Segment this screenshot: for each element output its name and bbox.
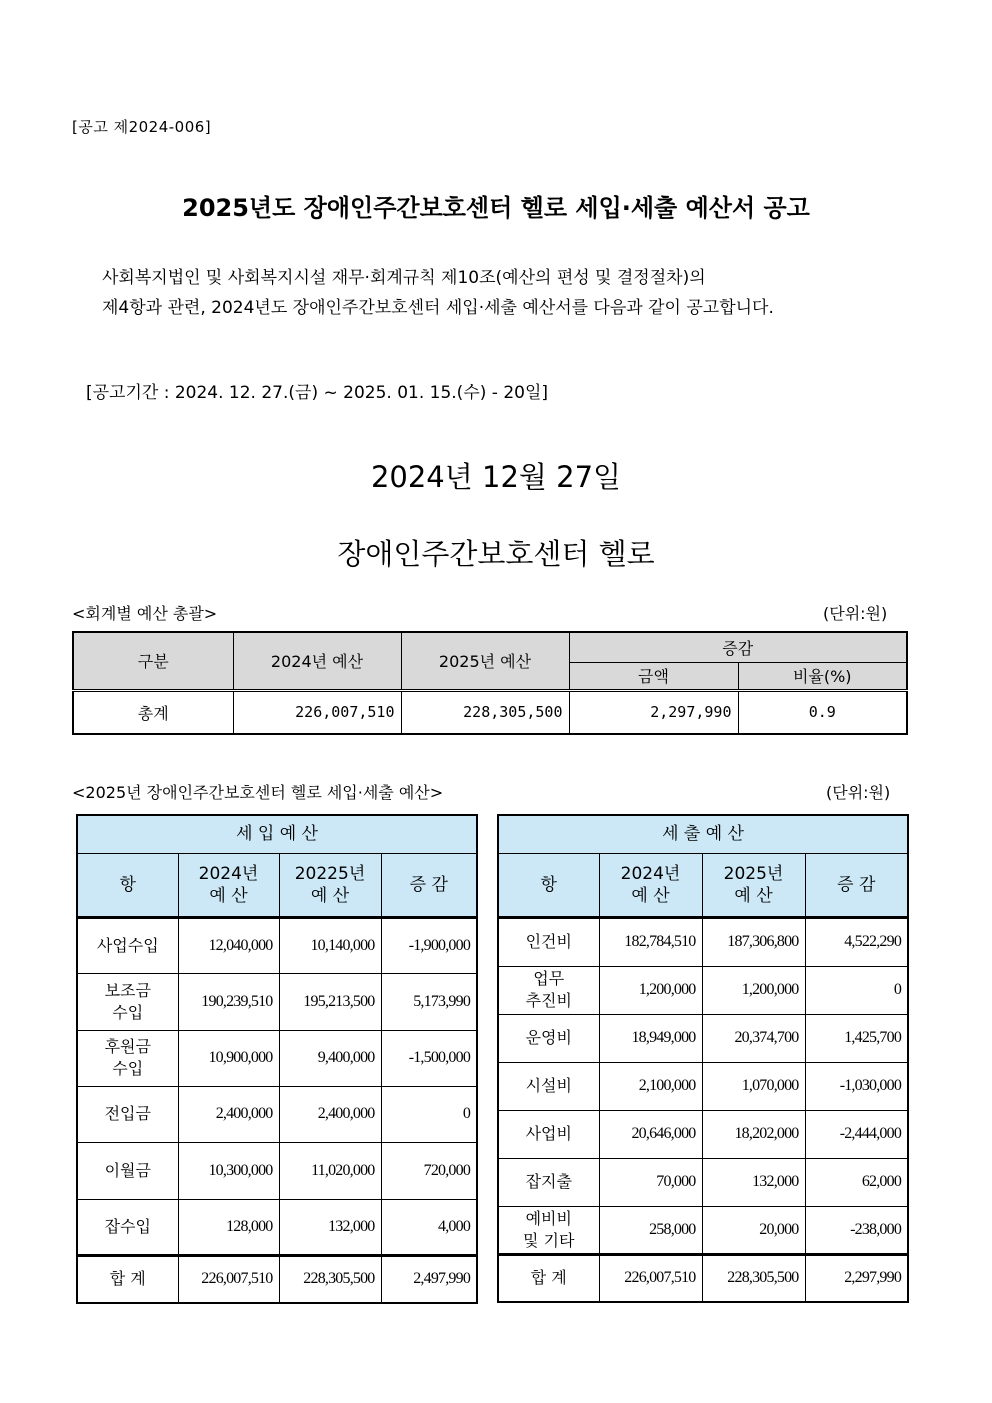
label-line: 후원금 [104,1037,151,1056]
expense-b2025-cell: 1,200,000 [702,966,805,1014]
notice-period: [공고기간 : 2024. 12. 27.(금) ~ 2025. 01. 15.(수) - 20일] [86,383,549,403]
expense-b2024-cell: 70,000 [599,1158,702,1206]
revenue-total-change: 2,497,990 [381,1255,477,1303]
header-line: 2024년 [198,863,259,884]
revenue-change-cell: -1,500,000 [381,1030,477,1086]
notice-number: [공고 제2024-006] [72,118,212,136]
expense-change-cell: -2,444,000 [805,1110,908,1158]
revenue-change-cell: 5,173,990 [381,973,477,1030]
expense-total-label: 합 계 [498,1254,599,1302]
revenue-item-label [77,1142,178,1199]
revenue-total-label: 합 계 [77,1255,178,1303]
label-line: 전입금 [104,1104,151,1123]
expense-total-row [498,1254,908,1302]
label-line: 및 기타 [523,1230,575,1250]
label-line: 이월금 [104,1160,151,1180]
table-row [498,966,908,1014]
expense-change-cell: -238,000 [805,1206,908,1254]
expense-change-cell: 0 [805,966,908,1014]
revenue-header-change: 증 감 [381,853,477,917]
expense-header-2025 [702,853,805,917]
expense-change-cell: 1,425,700 [805,1014,908,1062]
revenue-change-cell: 0 [381,1086,477,1142]
document-title: 2025년도 장애인주간보호센터 헬로 세입·세출 예산서 공고 [182,194,810,222]
summary-total-ratio: 0.9 [738,690,907,734]
revenue-b2025-cell: 10,140,000 [279,917,381,973]
table-row [498,1110,908,1158]
revenue-b2024-cell: 10,300,000 [178,1142,279,1199]
summary-table [72,631,908,735]
summary-header-2025: 2025년 예산 [401,632,569,690]
detail-caption: <2025년 장애인주간보호센터 헬로 세입·세출 예산> [72,783,444,802]
table-row [77,1086,477,1142]
expense-change-cell: 4,522,290 [805,917,908,966]
header-line: 예 산 [209,885,248,906]
label-line: 업무 [533,969,565,988]
table-row [77,1030,477,1086]
expense-b2024-cell: 1,200,000 [599,966,702,1014]
intro-line: 사회복지법인 및 사회복지시설 재무·회계규칙 제10조(예산의 편성 및 결정절차)의 [102,268,706,288]
label-line: 사업비 [525,1124,572,1143]
notice-date: 2024년 12월 27일 [370,460,622,494]
expense-b2024-cell: 18,949,000 [599,1014,702,1062]
label-line: 수입 [112,1002,144,1022]
revenue-total-b2025: 228,305,500 [279,1255,381,1303]
revenue-item-label [77,1030,178,1086]
label-line: 추진비 [525,991,572,1010]
label-line: 인건비 [525,932,572,951]
expense-b2024-cell: 20,646,000 [599,1110,702,1158]
label-line: 수입 [112,1059,144,1078]
expense-total-b2024: 226,007,510 [599,1254,702,1302]
header-line: 예 산 [734,885,773,906]
revenue-b2025-cell: 2,400,000 [279,1086,381,1142]
revenue-total-row [77,1255,477,1303]
expense-total-b2025: 228,305,500 [702,1254,805,1302]
expense-header-2024 [599,853,702,917]
detail-unit: (단위:원) [826,783,891,802]
summary-header-change: 증감 [569,632,907,662]
table-row [77,1142,477,1199]
revenue-item-label [77,973,178,1030]
revenue-total-b2024: 226,007,510 [178,1255,279,1303]
revenue-b2024-cell: 10,900,000 [178,1030,279,1086]
revenue-item-label [77,917,178,973]
summary-total-label: 총계 [73,690,233,734]
summary-header-ratio: 비율(%) [738,662,907,690]
summary-header-category: 구분 [73,632,233,690]
expense-b2024-cell: 258,000 [599,1206,702,1254]
revenue-item-label [77,1086,178,1142]
revenue-item-label [77,1199,178,1255]
label-line: 잡지출 [525,1172,572,1191]
table-row [77,917,477,973]
intro-paragraph [102,263,774,323]
expense-b2024-cell: 182,784,510 [599,917,702,966]
revenue-b2025-cell: 11,020,000 [279,1142,381,1199]
expense-b2025-cell: 18,202,000 [702,1110,805,1158]
revenue-b2025-cell: 195,213,500 [279,973,381,1030]
intro-line: 제4항과 관련, 2024년도 장애인주간보호센터 세입·세출 예산서를 다음과 같이 공고합니다. [102,298,774,318]
revenue-b2024-cell: 2,400,000 [178,1086,279,1142]
header-line: 2024년 [620,863,681,884]
table-row [498,1014,908,1062]
expense-item-label [498,966,599,1014]
summary-caption: <회계별 예산 총괄> [72,604,218,623]
header-line: 2025년 [723,863,784,884]
header-line: 예 산 [310,885,350,906]
table-row [498,1062,908,1110]
label-line: 운영비 [525,1028,572,1047]
table-row [73,690,907,734]
table-row [77,1199,477,1255]
revenue-table [76,814,478,1304]
expense-item-label [498,917,599,966]
revenue-b2024-cell: 12,040,000 [178,917,279,973]
revenue-change-cell: 720,000 [381,1142,477,1199]
organization-name: 장애인주간보호센터 헬로 [337,537,655,571]
expense-item-label [498,1062,599,1110]
expense-total-change: 2,297,990 [805,1254,908,1302]
table-row [498,1206,908,1254]
summary-header-amount: 금액 [569,662,738,690]
summary-total-2025: 228,305,500 [401,690,569,734]
expense-b2025-cell: 20,374,700 [702,1014,805,1062]
expense-item-label [498,1206,599,1254]
expense-item-label [498,1110,599,1158]
table-row [77,973,477,1030]
revenue-table-title: 세 입 예 산 [77,815,477,853]
expense-header-change: 증 감 [805,853,908,917]
label-line: 잡수입 [104,1216,151,1236]
revenue-b2024-cell: 190,239,510 [178,973,279,1030]
label-line: 사업수입 [96,935,159,955]
table-row [498,1158,908,1206]
revenue-change-cell: 4,000 [381,1199,477,1255]
expense-change-cell: -1,030,000 [805,1062,908,1110]
revenue-header-2024 [178,853,279,917]
expense-table [497,814,909,1303]
label-line: 시설비 [525,1076,572,1095]
expense-b2025-cell: 1,070,000 [702,1062,805,1110]
expense-b2025-cell: 187,306,800 [702,917,805,966]
expense-b2025-cell: 132,000 [702,1158,805,1206]
summary-header-2024: 2024년 예산 [233,632,401,690]
table-row [498,917,908,966]
header-line: 20225년 [294,863,366,884]
expense-b2025-cell: 20,000 [702,1206,805,1254]
expense-item-label [498,1014,599,1062]
revenue-b2025-cell: 9,400,000 [279,1030,381,1086]
label-line: 보조금 [104,980,151,1000]
expense-change-cell: 62,000 [805,1158,908,1206]
revenue-header-item: 항 [77,853,178,917]
expense-b2024-cell: 2,100,000 [599,1062,702,1110]
revenue-b2025-cell: 132,000 [279,1199,381,1255]
label-line: 예비비 [525,1208,572,1228]
revenue-header-2025 [279,853,381,917]
expense-item-label [498,1158,599,1206]
expense-table-title: 세 출 예 산 [498,815,908,853]
revenue-change-cell: -1,900,000 [381,917,477,973]
revenue-b2024-cell: 128,000 [178,1199,279,1255]
header-line: 예 산 [631,885,670,906]
summary-total-2024: 226,007,510 [233,690,401,734]
summary-unit: (단위:원) [823,604,888,623]
summary-total-amount: 2,297,990 [569,690,738,734]
expense-header-item: 항 [498,853,599,917]
